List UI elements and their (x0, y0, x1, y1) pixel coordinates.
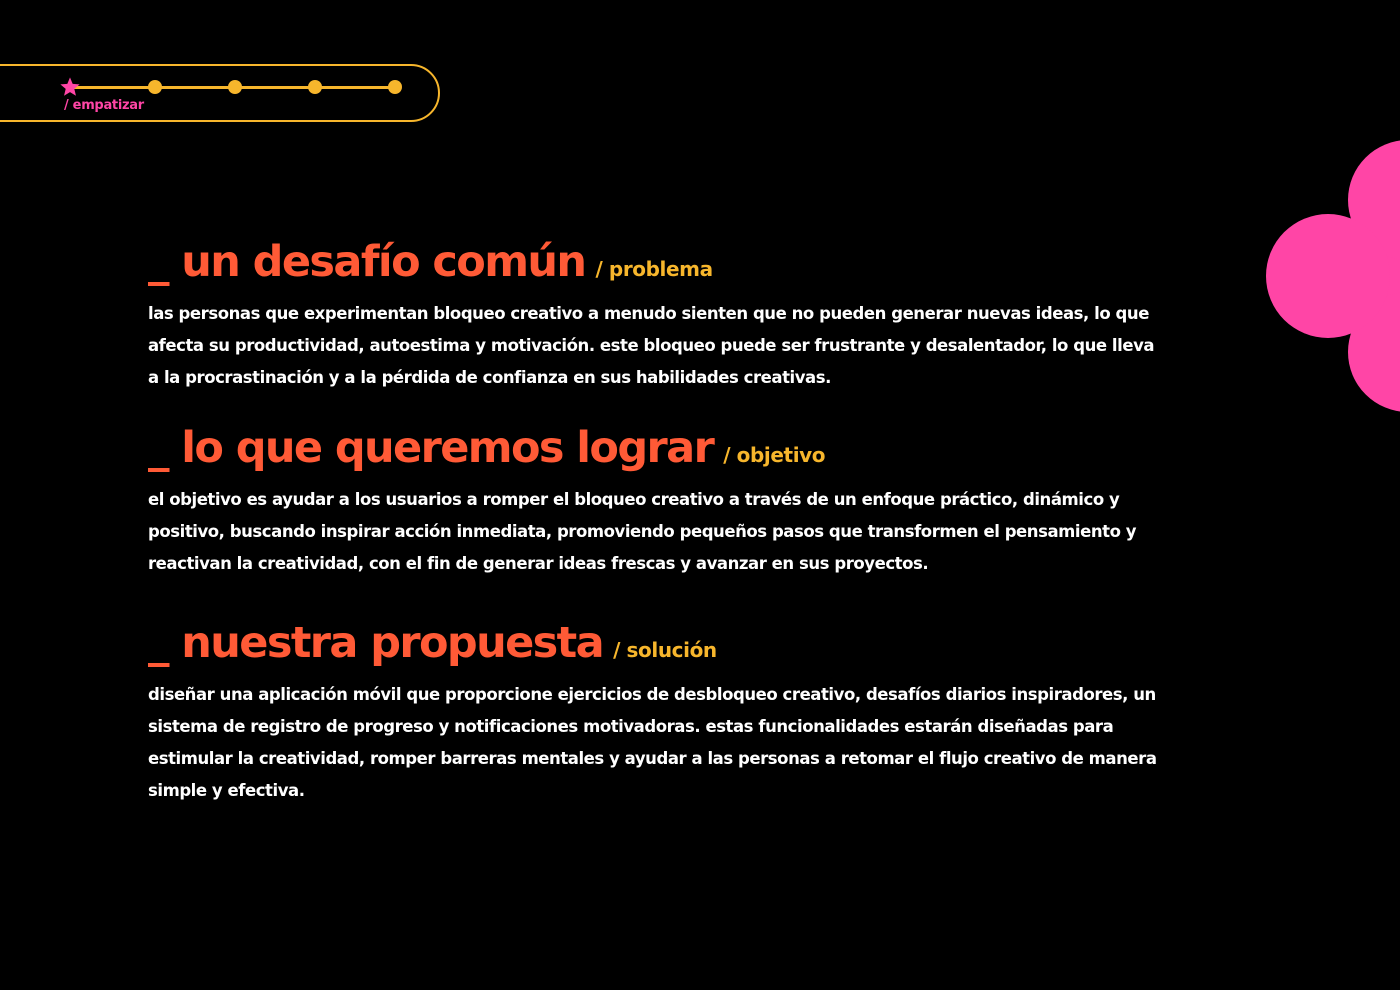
heading-title: _ nuestra propuesta (148, 618, 604, 668)
progress-step-5-dot (388, 80, 402, 94)
heading-tag: / problema (595, 257, 713, 281)
current-step-label: / empatizar (64, 98, 144, 113)
section-body: diseñar una aplicación móvil que proporcione ejercicios de desbloqueo creativo, desafíos diarios inspiradores, un sistema de registro de progreso y notificaciones motivadoras. estas funcionalidades estarán diseñadas para estimular la creatividad, romper barreras mentales y ayudar a las personas a retomar el flujo creativo de manera simple y efectiva. (148, 685, 1157, 800)
flower-icon (1262, 140, 1400, 412)
heading-title: _ un desafío común (148, 237, 586, 287)
section-body: el objetivo es ayudar a los usuarios a romper el bloqueo creativo a través de un enfoque práctico, dinámico y positivo, buscando inspirar acción inmediata, promoviendo pequeños pasos que transformen el pensamiento y reactivan la creatividad, con el fin de generar ideas frescas y avanzar en sus proyectos. (148, 490, 1137, 573)
section-heading (148, 618, 1158, 668)
heading-tag: / objetivo (723, 443, 826, 467)
section-heading (148, 237, 1158, 287)
section-solucion (148, 618, 1158, 807)
section-body: las personas que experimentan bloqueo creativo a menudo sienten que no pueden generar nuevas ideas, lo que afecta su productividad, autoestima y motivación. este bloqueo puede ser frustrante y desalentador, lo que lleva a la procrastinación y a la pérdida de confianza en sus habilidades creativas. (148, 304, 1155, 387)
section-objetivo (148, 423, 1158, 580)
section-problema (148, 237, 1158, 394)
progress-step-4-dot (308, 80, 322, 94)
section-heading (148, 423, 1158, 473)
heading-tag: / solución (613, 638, 717, 662)
progress-step-2-dot (148, 80, 162, 94)
heading-title: _ lo que queremos lograr (148, 423, 714, 473)
progress-step-3-dot (228, 80, 242, 94)
star-icon (59, 76, 81, 98)
